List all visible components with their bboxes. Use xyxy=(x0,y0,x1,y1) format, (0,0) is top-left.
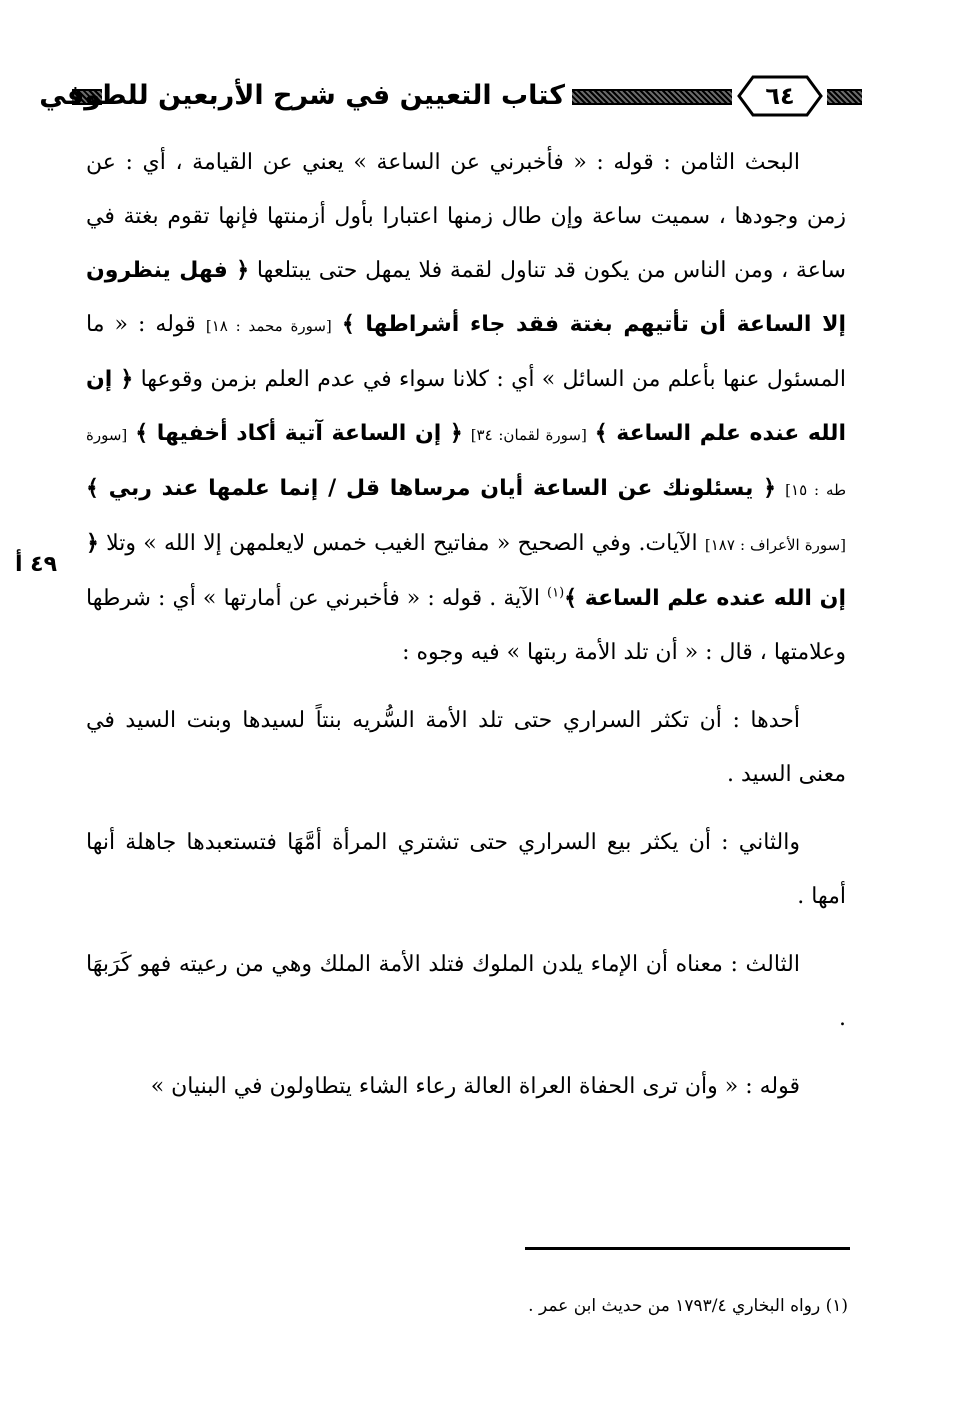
verse-reference: [سورة لقمان: ٣٤] xyxy=(470,426,587,444)
header-ornament-right xyxy=(827,89,862,105)
paragraph-first-aspect: أحدها : أن تكثر السراري حتى تلد الأمة السُّريه بنتاً لسيدها وبنت السيد في معنى السيد . xyxy=(86,708,846,787)
paragraph-third-aspect: الثالث : معناه أن الإماء يلدن الملوك فتلد الأمة الملك وهي من رعيته فهو كَرَبهَا . xyxy=(86,952,846,1031)
manuscript-folio-note: ٤٩ أ xyxy=(14,552,58,577)
quran-verse: ﴿ يسئلونك عن الساعة أيان مرساها قل / إنما علمها عند ربي ﴾ xyxy=(86,476,777,501)
text-segment: قوله : « ما المسئول عنها بأعلم من السائل » أي : كلانا سواء في عدم العلم بزمن وقوعها xyxy=(86,312,846,392)
quran-verse: ﴿ إن الساعة آتية أكاد أخفيها ﴾ xyxy=(135,421,463,446)
text-segment: البحث الثامن : قوله : « فأخبرني عن الساعة » يعني عن القيامة ، أي : عن زمن وجودها ، سميت ساعة وإن طال زمنها اعتبارا بأول أزمنتها فإنها تقوم بغتة في ساعة ، ومن الناس من يكون قد تناول لقمة فلا يمهل حتى يبتلعها xyxy=(86,150,846,283)
verse-reference: [سورة محمد : ١٨] xyxy=(205,317,332,335)
paragraph-eighth-topic xyxy=(86,136,846,680)
quran-verse: ﴿ إن الله عنده علم الساعة ﴾ xyxy=(86,531,846,611)
page-header xyxy=(39,72,862,128)
paragraph-hadith-quote: قوله : « وأن ترى الحفاة العراة العالة رعاء الشاء يتطاولون في البنيان » xyxy=(150,1074,800,1099)
footnote: (١) رواه البخاري ١٧٩٣/٤ من حديث ابن عمر . xyxy=(528,1296,848,1316)
main-text xyxy=(86,136,846,1114)
header-ornament-middle xyxy=(572,89,732,105)
paragraph-second-aspect: والثاني : أن يكثر بيع السراري حتى تشتري المرأة أمَّهَا فتستعبدها جاهلة أنها أمها . xyxy=(86,830,846,909)
text-segment: الآية . قوله : « فأخبرني عن أمارتها » أي : شرطها وعلامتها ، قال : « أن تلد الأمة ربتها » فيه وجوه : xyxy=(86,586,846,665)
footnote-marker: (١) xyxy=(547,585,565,601)
footnote-separator xyxy=(525,1247,850,1250)
text-segment: الآيات. وفي الصحيح « مفاتيح الغيب خمس لايعلمهن إلا الله » وتلا xyxy=(106,531,698,556)
quran-verse: ﴿ فهل ينظرون إلا الساعة أن تأتيهم بغتة فقد جاء أشراطها ﴾ xyxy=(86,258,846,337)
page-number-frame xyxy=(737,75,823,117)
verse-reference: [سورة الأعراف : ١٨٧] xyxy=(704,536,846,554)
book-title: كتاب التعيين في شرح الأربعين للطوفي xyxy=(39,80,565,111)
quran-verse: ﴿ إن الله عنده علم الساعة ﴾ xyxy=(86,367,846,446)
verse-reference: [سورة طه : ١٥] xyxy=(86,426,847,499)
page-number: ٦٤ xyxy=(765,82,795,110)
